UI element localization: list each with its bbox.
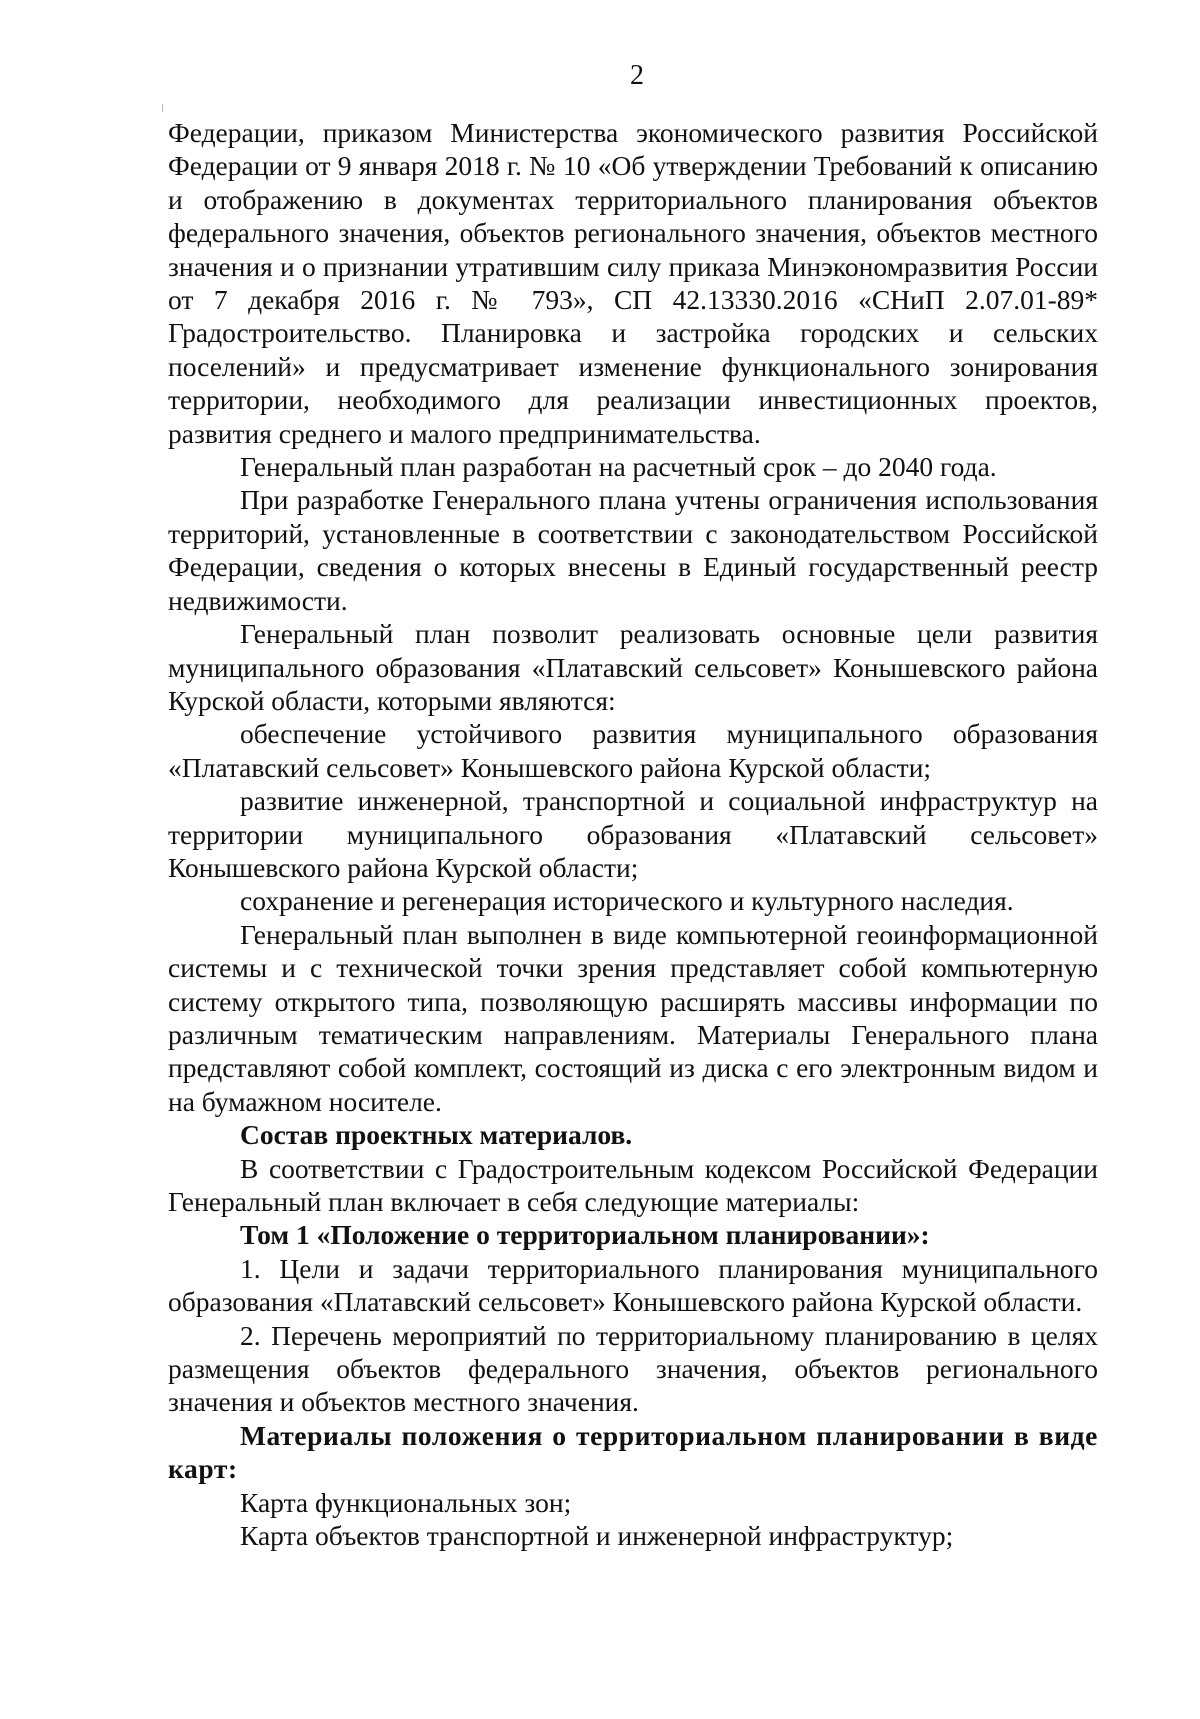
map-item-1: Карта функциональных зон;	[240, 1486, 572, 1518]
list-item-1: 1. Цели и задачи территориального планирования муниципального образования «Платавский сельсовет» Конышевского района Курской области.	[168, 1252, 1098, 1318]
heading-volume-1: Том 1 «Положение о территориальном планировании»:	[240, 1219, 930, 1251]
paragraph-code: В соответствии с Градостроительным кодексом Российской Федерации Генеральный план включает в себя следующие материалы:	[168, 1152, 1098, 1217]
paragraph-goal-3: сохранение и регенерация исторического и культурного наследия.	[240, 885, 1014, 917]
paragraph-goal-1: обеспечение устойчивого развития муниципального образования «Платавский сельсовет» Конышевского района Курской области;	[168, 718, 1098, 783]
list-item-2: 2. Перечень мероприятий по территориальному планированию в целях размещения объектов федерального значения, объектов регионального значения и объектов местного значения.	[168, 1319, 1098, 1418]
paragraph-intro: Федерации, приказом Министерства экономического развития Российской Федерации от 9 января 2018 г. № 10 «Об утверждении Требований к описанию и отображению в документах территориального планирования объектов федерального значения, объектов регионального значения, объектов местного значения и о признании утратившим силу приказа Минэкономразвития России от 7 декабря 2016 г. № 793», СП 42.13330.2016 «СНиП 2.07.01-89* Градостроительство. Планировка и застройка городских и сельских поселений» и предусматривает изменение функционального зонирования территории, необходимого для реализации инвестиционных проектов, развития среднего и малого предпринимательства.	[168, 117, 1098, 449]
paragraph-goal-2: развитие инженерной, транспортной и социальной инфраструктур на территории муниципального образования «Платавский сельсовет» Конышевского района Курской области;	[168, 785, 1098, 883]
scan-mark	[162, 104, 163, 112]
paragraph-goals: Генеральный план позволит реализовать основные цели развития муниципального образования «Платавский сельсовет» Конышевского района Курской области, которыми являются:	[168, 618, 1098, 716]
document-body	[168, 116, 1098, 1552]
paragraph-restrictions: При разработке Генерального плана учтены ограничения использования территорий, установленные в соответствии с законодательством Российской Федерации, сведения о которых внесены в Единый государственный реестр недвижимости.	[168, 484, 1098, 616]
heading-materials: Состав проектных материалов.	[240, 1119, 633, 1151]
paragraph-term: Генеральный план разработан на расчетный срок – до 2040 года.	[240, 451, 997, 483]
heading-maps: Материалы положения о территориальном планировании в виде карт:	[168, 1419, 1098, 1485]
page-number: 2	[630, 60, 644, 91]
paragraph-gis: Генеральный план выполнен в виде компьютерной геоинформационной системы и с технической точки зрения представляет собой компьютерную систему открытого типа, позволяющую расширять массивы информации по различным тематическим направлениям. Материалы Генерального плана представляют собой комплект, состоящий из диска с его электронным видом и на бумажном носителе.	[168, 918, 1098, 1117]
map-item-2: Карта объектов транспортной и инженерной инфраструктур;	[240, 1520, 954, 1552]
